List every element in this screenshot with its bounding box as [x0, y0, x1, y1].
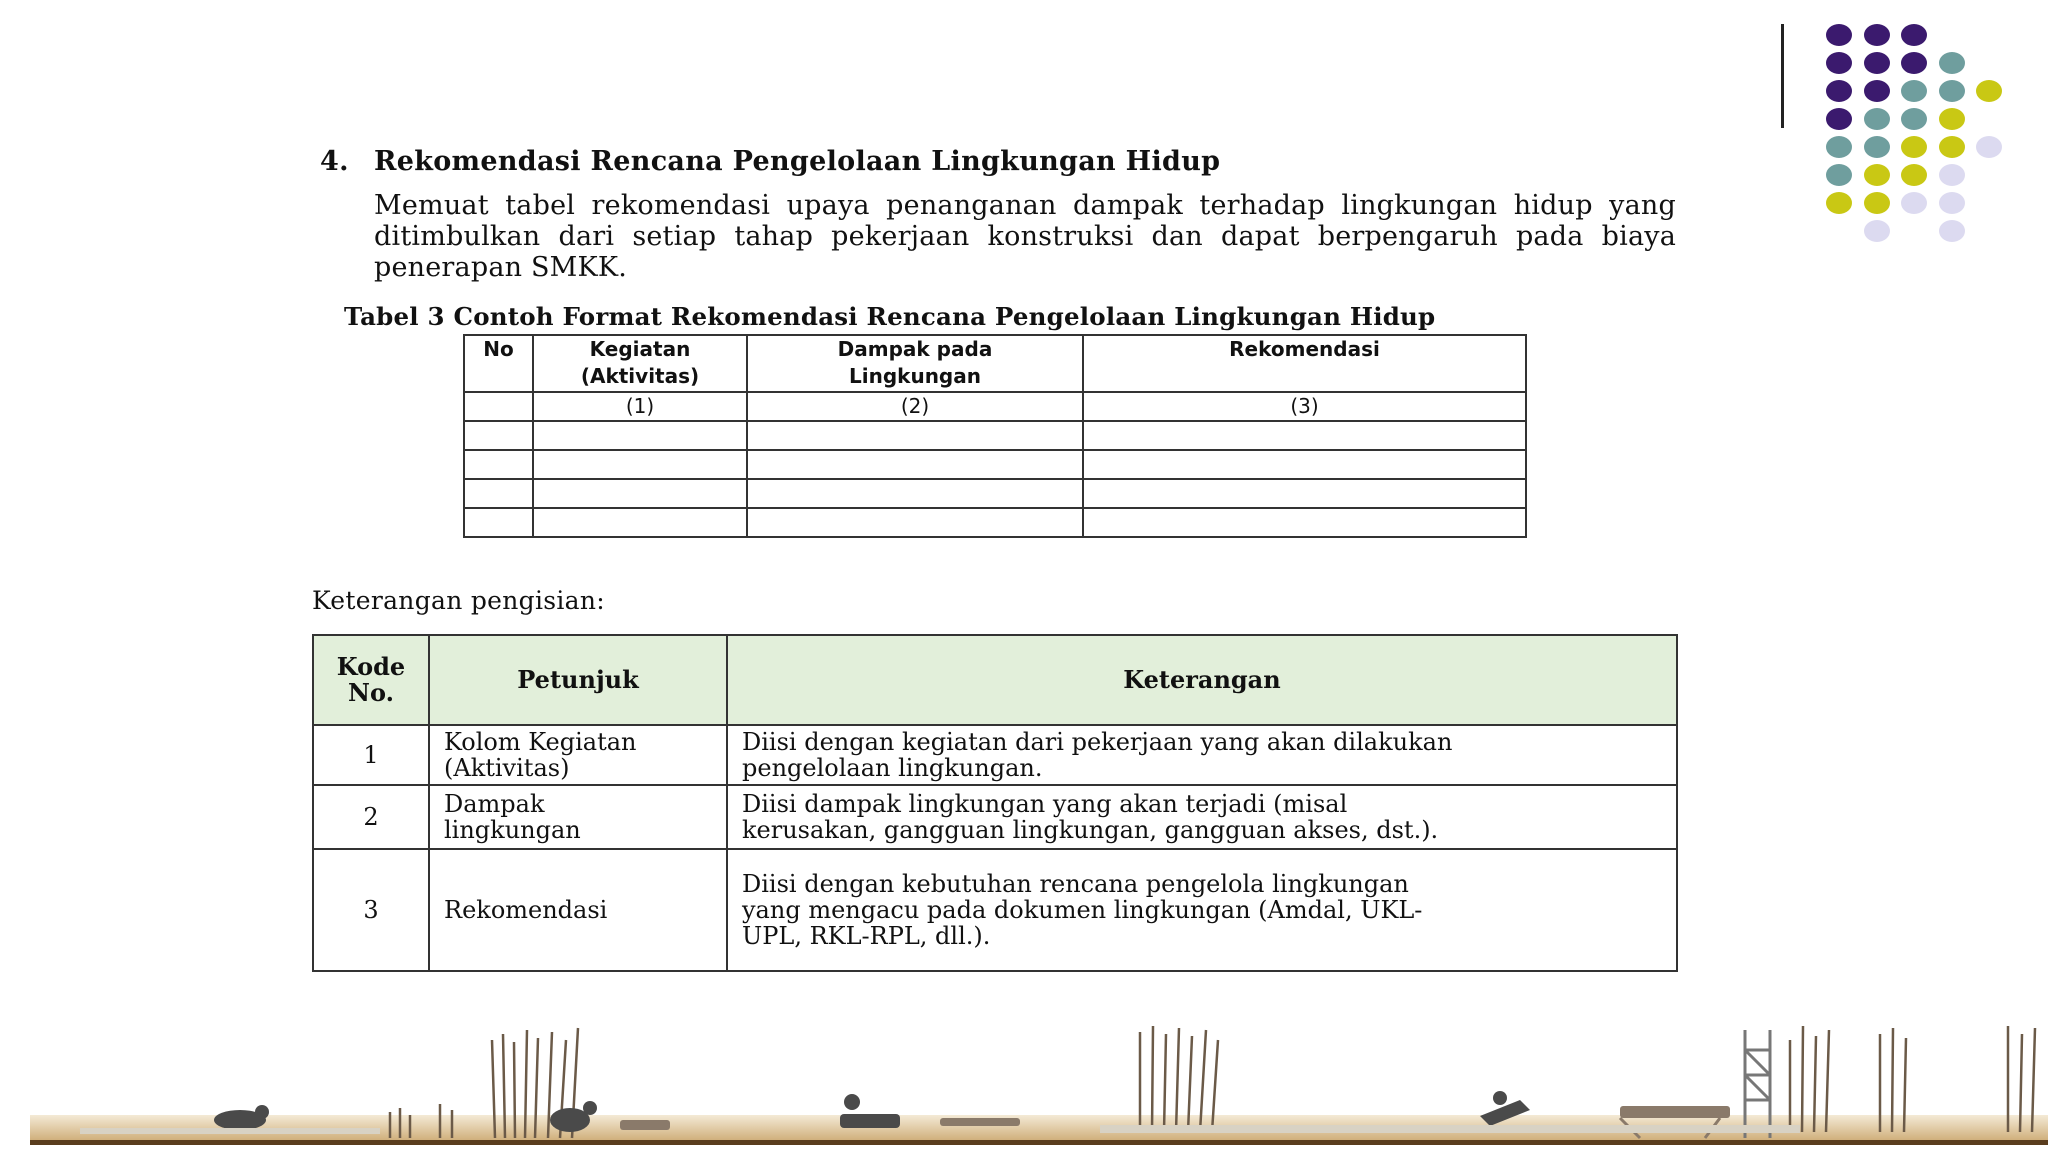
table-caption: Tabel 3 Contoh Format Rekomendasi Rencana Pengelolaan Lingkungan Hidup	[344, 302, 1436, 331]
row-petunjuk	[429, 725, 727, 785]
row-petunjuk	[429, 785, 727, 849]
format-table-index-row	[464, 392, 1526, 421]
decor-dot	[1901, 108, 1927, 130]
index-cell	[464, 392, 533, 421]
table-row	[313, 725, 1677, 785]
empty-cell	[1083, 450, 1526, 479]
decor-dot	[1826, 52, 1852, 74]
decor-dot	[1939, 220, 1965, 242]
table-row	[313, 785, 1677, 849]
section-title: Rekomendasi Rencana Pengelolaan Lingkungan Hidup	[374, 146, 1221, 177]
header-kegiatan	[533, 335, 747, 392]
keterangan-line1: Diisi dampak lingkungan yang akan terjadi (misal	[742, 790, 1348, 818]
decor-dot	[1826, 108, 1852, 130]
header-kegiatan-line2: (Aktivitas)	[580, 364, 700, 388]
keterangan-label: Keterangan pengisian:	[312, 586, 606, 615]
header-rekomendasi: Rekomendasi	[1083, 335, 1526, 392]
decor-dot	[1864, 52, 1890, 74]
decor-dot	[1864, 24, 1890, 46]
keterangan-header-row	[313, 635, 1677, 725]
construction-strip-image	[0, 1020, 2048, 1152]
decor-dot	[1901, 164, 1927, 186]
header-kode-line1: Kode	[336, 652, 406, 681]
header-kode-line2: No.	[348, 678, 394, 707]
petunjuk-line1: Kolom Kegiatan	[444, 728, 637, 756]
keterangan-line1: Diisi dengan kegiatan dari pekerjaan yang akan dilakukan	[742, 728, 1453, 756]
decor-dot	[1826, 136, 1852, 158]
petunjuk-line2: lingkungan	[444, 816, 581, 844]
petunjuk-line1: Dampak	[444, 790, 545, 818]
table-row-empty	[464, 450, 1526, 479]
keterangan-line2: kerusakan, gangguan lingkungan, gangguan akses, dst.).	[742, 816, 1439, 844]
index-cell: (1)	[533, 392, 747, 421]
decor-dot	[1826, 24, 1852, 46]
header-dampak-line1: Dampak pada	[837, 337, 993, 361]
keterangan-table	[312, 634, 1678, 972]
empty-cell	[533, 508, 747, 537]
format-table	[463, 334, 1527, 538]
keterangan-line3: UPL, RKL-RPL, dll.).	[742, 922, 991, 950]
decor-dot	[1826, 164, 1852, 186]
decor-dot	[1976, 136, 2002, 158]
empty-cell	[464, 508, 533, 537]
header-kode	[313, 635, 429, 725]
decor-dot	[1864, 192, 1890, 214]
header-kegiatan-line1: Kegiatan	[589, 337, 691, 361]
keterangan-line2: pengelolaan lingkungan.	[742, 754, 1043, 782]
header-dampak-line2: Lingkungan	[849, 364, 981, 388]
empty-cell	[1083, 421, 1526, 450]
format-table-header-row	[464, 335, 1526, 392]
empty-cell	[747, 508, 1083, 537]
petunjuk-line2: (Aktivitas)	[444, 754, 570, 782]
table-row-empty	[464, 508, 1526, 537]
index-cell: (2)	[747, 392, 1083, 421]
decor-dot	[1976, 80, 2002, 102]
keterangan-line1: Diisi dengan kebutuhan rencana pengelola lingkungan	[742, 870, 1409, 898]
empty-cell	[533, 450, 747, 479]
decor-dot	[1939, 80, 1965, 102]
decor-dot	[1901, 136, 1927, 158]
index-cell: (3)	[1083, 392, 1526, 421]
decor-dot	[1864, 108, 1890, 130]
empty-cell	[747, 479, 1083, 508]
row-keterangan	[727, 849, 1677, 971]
table-row	[313, 849, 1677, 971]
decor-dot	[1901, 52, 1927, 74]
table-row-empty	[464, 479, 1526, 508]
table-row-empty	[464, 421, 1526, 450]
keterangan-line2: yang mengacu pada dokumen lingkungan (Amdal, UKL-	[742, 896, 1423, 924]
decor-dot	[1864, 220, 1890, 242]
row-petunjuk: Rekomendasi	[429, 849, 727, 971]
decor-dot	[1901, 80, 1927, 102]
row-keterangan	[727, 785, 1677, 849]
row-code: 3	[313, 849, 429, 971]
row-code: 1	[313, 725, 429, 785]
empty-cell	[747, 421, 1083, 450]
header-keterangan: Keterangan	[727, 635, 1677, 725]
section-paragraph: Memuat tabel rekomendasi upaya penanganan dampak terhadap lingkungan hidup yang ditimbulkan dari setiap tahap pekerjaan konstruksi dan dapat berpengaruh pada biaya penerapan SMKK.	[374, 190, 1676, 283]
empty-cell	[533, 421, 747, 450]
decor-dot	[1939, 108, 1965, 130]
decor-dot	[1939, 164, 1965, 186]
header-no: No	[464, 335, 533, 392]
empty-cell	[464, 421, 533, 450]
decor-dot	[1939, 192, 1965, 214]
header-petunjuk: Petunjuk	[429, 635, 727, 725]
empty-cell	[747, 450, 1083, 479]
decor-dot	[1864, 80, 1890, 102]
empty-cell	[533, 479, 747, 508]
row-keterangan	[727, 725, 1677, 785]
section-number: 4.	[320, 146, 349, 177]
section-heading	[320, 146, 1220, 177]
header-dampak	[747, 335, 1083, 392]
row-code: 2	[313, 785, 429, 849]
empty-cell	[1083, 479, 1526, 508]
decor-dot	[1864, 164, 1890, 186]
decor-dot	[1826, 80, 1852, 102]
decor-dot	[1939, 52, 1965, 74]
decor-dot	[1826, 192, 1852, 214]
decor-dot	[1901, 24, 1927, 46]
decor-divider-line	[1781, 24, 1784, 128]
empty-cell	[1083, 508, 1526, 537]
decor-dot	[1901, 192, 1927, 214]
empty-cell	[464, 450, 533, 479]
empty-cell	[464, 479, 533, 508]
decor-dot	[1864, 136, 1890, 158]
decor-dot	[1939, 136, 1965, 158]
